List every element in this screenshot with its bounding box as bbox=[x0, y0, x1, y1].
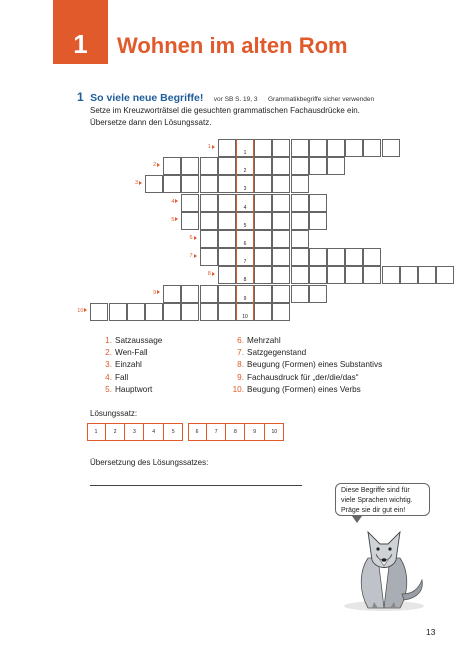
task-number: 1 bbox=[77, 90, 84, 104]
crossword-cell[interactable] bbox=[254, 303, 272, 321]
bubble-line: Präge sie dir gut ein! bbox=[341, 507, 406, 514]
solution-letter-box[interactable]: 10 bbox=[271, 429, 278, 435]
crossword-cell[interactable] bbox=[327, 248, 345, 266]
crossword-cell[interactable] bbox=[309, 248, 327, 266]
clue-item: 5. Hauptwort bbox=[105, 384, 153, 394]
crossword-cell[interactable] bbox=[272, 212, 290, 230]
clue-item: 2. Wen-Fall bbox=[105, 348, 148, 358]
task-reference: vor SB S. 19, 3 bbox=[213, 96, 258, 103]
clue-item: 6. Mehrzahl bbox=[237, 336, 281, 345]
crossword-cell[interactable] bbox=[254, 175, 272, 193]
solution-cell-number: 2 bbox=[243, 168, 247, 175]
crossword-cell[interactable] bbox=[218, 212, 236, 230]
crossword-cell[interactable] bbox=[291, 139, 309, 157]
crossword-cell[interactable] bbox=[200, 194, 218, 212]
arrow-right-icon bbox=[212, 272, 215, 276]
crossword-cell[interactable] bbox=[200, 175, 218, 193]
solution-letter-box[interactable]: 7 bbox=[207, 423, 226, 441]
crossword-cell[interactable] bbox=[400, 266, 418, 284]
crossword-cell[interactable] bbox=[327, 157, 345, 175]
solution-letter-box[interactable]: 6 bbox=[188, 423, 207, 441]
crossword-cell[interactable] bbox=[218, 248, 236, 266]
crossword-cell[interactable] bbox=[127, 303, 145, 321]
crossword-cell[interactable] bbox=[181, 212, 199, 230]
row-label: 4 bbox=[158, 199, 178, 205]
arrow-right-icon bbox=[84, 308, 87, 312]
row-label: 3 bbox=[122, 180, 142, 186]
crossword-cell[interactable] bbox=[145, 175, 163, 193]
row-label: 9 bbox=[140, 290, 160, 296]
solution-cell-number: 9 bbox=[243, 295, 247, 302]
crossword-cell[interactable] bbox=[327, 139, 345, 157]
solution-cell-number: 7 bbox=[243, 259, 247, 266]
clue-item: 3. Einzahl bbox=[105, 360, 142, 370]
crossword-cell[interactable] bbox=[309, 212, 327, 230]
crossword-cell[interactable] bbox=[291, 230, 309, 248]
arrow-right-icon bbox=[139, 181, 142, 185]
crossword-cell[interactable] bbox=[145, 303, 163, 321]
crossword-cell[interactable] bbox=[218, 303, 236, 321]
solution-letter-box[interactable]: 5 bbox=[171, 429, 175, 435]
crossword-cell[interactable] bbox=[272, 194, 290, 212]
solution-label: Lösungssatz: bbox=[90, 409, 138, 418]
chapter-title: Wohnen im alten Rom bbox=[117, 33, 348, 58]
crossword-cell[interactable] bbox=[272, 303, 290, 321]
row-label: 5 bbox=[158, 217, 178, 223]
crossword-cell[interactable] bbox=[90, 303, 108, 321]
crossword-cell[interactable] bbox=[254, 285, 272, 303]
crossword-cell[interactable] bbox=[309, 266, 327, 284]
translation-label: Übersetzung des Lösungssatzes: bbox=[90, 458, 209, 467]
crossword-cell[interactable] bbox=[163, 175, 181, 193]
crossword-cell[interactable] bbox=[181, 194, 199, 212]
instruction-line: Übersetze dann den Lösungssatz. bbox=[90, 118, 212, 127]
crossword-cell[interactable] bbox=[291, 266, 309, 284]
crossword-cell[interactable] bbox=[254, 248, 272, 266]
instruction-line: Setze im Kreuzworträtsel die gesuchten grammatischen Fachausdrücke ein. bbox=[90, 106, 360, 115]
crossword-cell[interactable] bbox=[291, 285, 309, 303]
crossword-cell[interactable] bbox=[200, 248, 218, 266]
crossword-cell[interactable] bbox=[200, 285, 218, 303]
solution-cell-number: 6 bbox=[243, 241, 247, 247]
crossword-cell[interactable] bbox=[382, 139, 400, 157]
row-label: 10 bbox=[67, 308, 87, 314]
crossword-cell[interactable] bbox=[327, 266, 345, 284]
crossword-cell[interactable] bbox=[218, 139, 236, 157]
clue-item: 7. Satzgegenstand bbox=[237, 348, 307, 358]
bubble-line: Diese Begriffe sind für bbox=[341, 487, 410, 494]
solution-letter-box[interactable]: 3 bbox=[125, 423, 144, 441]
crossword-cell[interactable] bbox=[218, 194, 236, 212]
solution-cell-number: 4 bbox=[243, 204, 247, 211]
crossword-cell[interactable] bbox=[345, 139, 363, 157]
crossword-cell[interactable] bbox=[272, 230, 290, 248]
crossword-cell[interactable] bbox=[200, 230, 218, 248]
crossword-cell[interactable] bbox=[181, 175, 199, 193]
crossword-cell[interactable] bbox=[363, 248, 381, 266]
clue-item: 9. Fachausdruck für „der/die/das“ bbox=[237, 372, 359, 382]
crossword-cell[interactable] bbox=[181, 303, 199, 321]
crossword-cell[interactable] bbox=[254, 266, 272, 284]
crossword-cell[interactable] bbox=[291, 248, 309, 266]
row-label: 1 bbox=[195, 144, 215, 150]
crossword-cell[interactable] bbox=[200, 303, 218, 321]
crossword-cell[interactable] bbox=[309, 194, 327, 212]
crossword-cell[interactable] bbox=[272, 139, 290, 157]
crossword-cell[interactable] bbox=[109, 303, 127, 321]
solution-cell-number: 3 bbox=[243, 186, 247, 193]
solution-letter-box[interactable]: 4 bbox=[145, 423, 164, 441]
arrow-right-icon bbox=[157, 163, 160, 167]
crossword-cell[interactable] bbox=[382, 266, 400, 284]
crossword-cell[interactable] bbox=[363, 139, 381, 157]
crossword-cell[interactable] bbox=[363, 266, 381, 284]
crossword-cell[interactable] bbox=[200, 157, 218, 175]
crossword-cell[interactable] bbox=[200, 212, 218, 230]
crossword-cell[interactable] bbox=[272, 266, 290, 284]
clue-item: 10. Beugung (Formen) eines Verbs bbox=[232, 384, 361, 394]
solution-letter-box[interactable]: 8 bbox=[226, 423, 245, 441]
crossword-cell[interactable] bbox=[163, 303, 181, 321]
crossword-cell[interactable] bbox=[218, 285, 236, 303]
solution-cell-number: 8 bbox=[243, 277, 247, 284]
crossword-cell[interactable] bbox=[218, 230, 236, 248]
row-label: 2 bbox=[140, 162, 160, 168]
solution-cell-number: 1 bbox=[243, 150, 247, 156]
clue-list-left bbox=[100, 335, 162, 396]
task-title: So viele neue Begriffe! bbox=[90, 92, 204, 104]
crossword-cell[interactable] bbox=[309, 139, 327, 157]
clue-list-right bbox=[232, 335, 382, 396]
solution-letter-box[interactable]: 1 bbox=[87, 423, 106, 441]
crossword-cell[interactable] bbox=[272, 285, 290, 303]
crossword-cell[interactable] bbox=[218, 157, 236, 175]
crossword-cell[interactable] bbox=[163, 285, 181, 303]
crossword-cell[interactable] bbox=[272, 248, 290, 266]
clue-item: 8. Beugung (Formen) eines Substantivs bbox=[237, 360, 383, 370]
solution-letter-box[interactable]: 9 bbox=[246, 423, 265, 441]
crossword-cell[interactable] bbox=[254, 212, 272, 230]
translation-answer-line[interactable] bbox=[90, 485, 302, 486]
chapter-number: 1 bbox=[73, 29, 88, 59]
bubble-line: viele Sprachen wichtig. bbox=[341, 497, 413, 504]
crossword-cell[interactable] bbox=[436, 266, 454, 284]
solution-letter-box[interactable]: 2 bbox=[106, 423, 125, 441]
clue-item: 4. Fall bbox=[105, 372, 129, 382]
solution-cell-number: 5 bbox=[243, 222, 247, 229]
crossword-cell[interactable] bbox=[309, 285, 327, 303]
task-goal: Grammatikbegriffe sicher verwenden bbox=[267, 96, 375, 103]
crossword-cell[interactable] bbox=[163, 157, 181, 175]
crossword-cell[interactable] bbox=[345, 248, 363, 266]
arrow-right-icon bbox=[157, 290, 160, 294]
clue-item: 1. Satzaussage bbox=[105, 336, 163, 345]
page-number: 13 bbox=[426, 627, 436, 637]
arrow-right-icon bbox=[212, 145, 215, 149]
crossword-cell[interactable] bbox=[181, 285, 199, 303]
crossword-cell[interactable] bbox=[218, 175, 236, 193]
crossword-cell[interactable] bbox=[254, 139, 272, 157]
crossword-cell[interactable] bbox=[291, 175, 309, 193]
crossword-cell[interactable] bbox=[254, 157, 272, 175]
crossword-cell[interactable] bbox=[418, 266, 436, 284]
arrow-right-icon bbox=[194, 236, 197, 240]
solution-cell-number: 10 bbox=[242, 313, 248, 320]
crossword-cell[interactable] bbox=[291, 194, 309, 212]
row-label: 7 bbox=[177, 253, 197, 259]
row-label: 8 bbox=[195, 271, 215, 277]
crossword-cell[interactable] bbox=[254, 230, 272, 248]
wolf-mascot-illustration bbox=[338, 520, 430, 612]
crossword-cell[interactable] bbox=[309, 157, 327, 175]
arrow-right-icon bbox=[175, 199, 178, 203]
crossword-cell[interactable] bbox=[218, 266, 236, 284]
crossword-cell[interactable] bbox=[291, 212, 309, 230]
crossword-cell[interactable] bbox=[254, 194, 272, 212]
arrow-right-icon bbox=[175, 217, 178, 221]
arrow-right-icon bbox=[194, 254, 197, 258]
crossword-cell[interactable] bbox=[345, 266, 363, 284]
crossword-cell[interactable] bbox=[181, 157, 199, 175]
crossword-cell[interactable] bbox=[272, 157, 290, 175]
crossword-cell[interactable] bbox=[272, 175, 290, 193]
row-label: 6 bbox=[177, 235, 197, 241]
speech-bubble bbox=[335, 483, 430, 516]
crossword-cell[interactable] bbox=[291, 157, 309, 175]
